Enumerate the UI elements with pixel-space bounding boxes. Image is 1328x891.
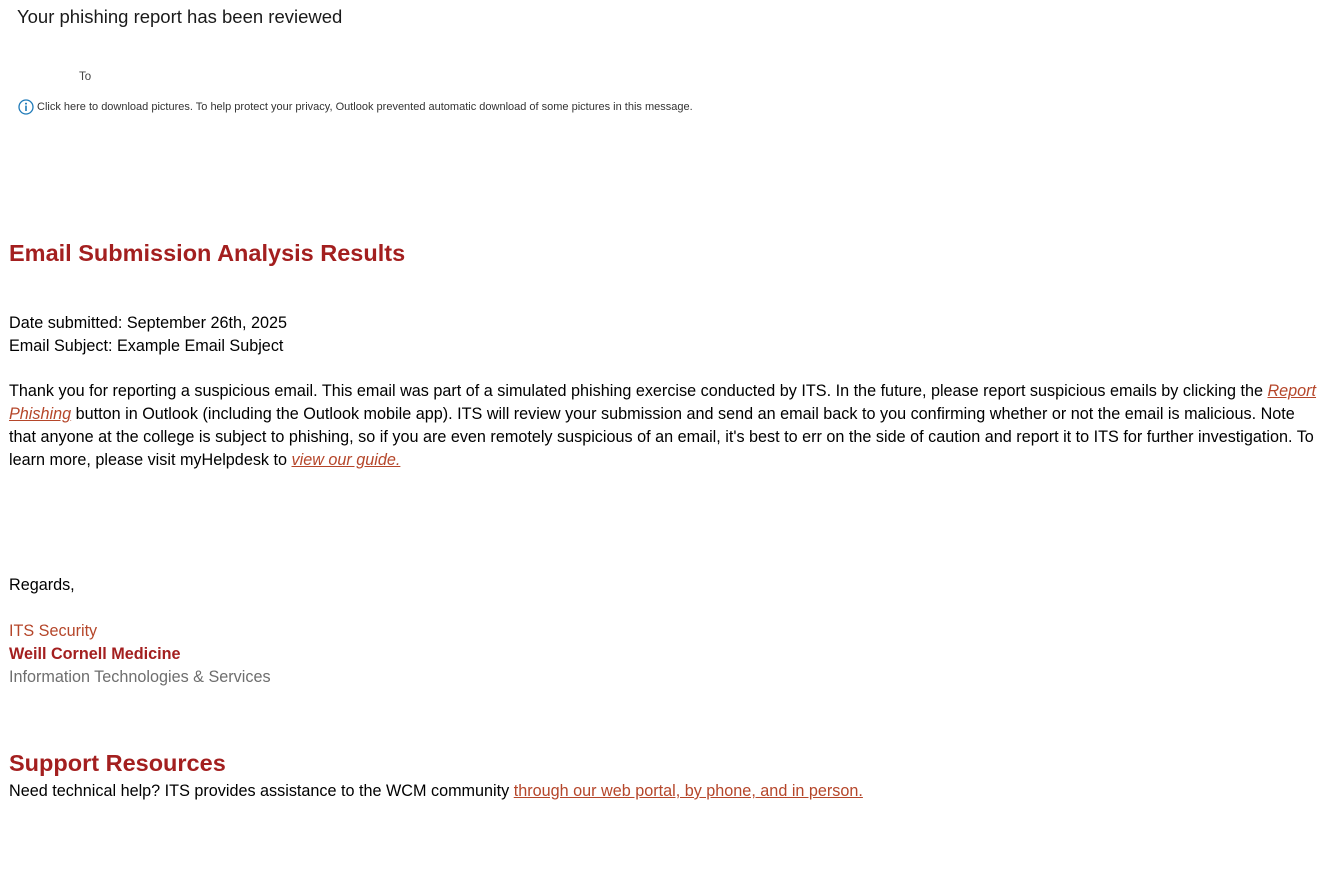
view-guide-link[interactable]: view our guide.: [291, 451, 401, 469]
signature-department: Information Technologies & Services: [9, 668, 271, 686]
support-text-body: Need technical help? ITS provides assistance to the WCM community: [9, 782, 514, 800]
analysis-results-heading: Email Submission Analysis Results: [9, 240, 406, 266]
paragraph-text-1: Thank you for reporting a suspicious email. This email was part of a simulated phishing exercise conducted by ITS. In the future, please report suspicious emails by clicking the: [9, 382, 1268, 400]
email-subject: Your phishing report has been reviewed: [17, 6, 343, 27]
infobar-text: Click here to download pictures. To help protect your privacy, Outlook prevented automatic download of some pictures in this message.: [37, 101, 693, 113]
report-phishing-link[interactable]: Report Phishing: [9, 382, 1317, 423]
signature-team: ITS Security: [9, 622, 98, 640]
to-label: To: [79, 71, 92, 83]
signature-organization: Weill Cornell Medicine: [9, 645, 181, 663]
paragraph-text-2: button in Outlook (including the Outlook mobile app). ITS will review your submission and send an email back to you confirming whether or not the email is malicious. Note that anyone at the college is subject to phishing, so if you are even remotely suspicious of an email, it's best to err on the side of caution and report it to ITS for further investigation. To learn more, please visit myHelpdesk to: [9, 405, 1314, 469]
regards-text: Regards,: [9, 576, 75, 594]
support-resources-heading: Support Resources: [9, 750, 226, 776]
info-icon: [18, 99, 34, 115]
date-submitted: Date submitted: September 26th, 2025: [9, 314, 288, 332]
email-subject-line: Email Subject: Example Email Subject: [9, 337, 284, 355]
download-pictures-infobar[interactable]: [18, 99, 693, 115]
support-text: [9, 782, 863, 801]
body-paragraph: [9, 380, 1321, 472]
support-link[interactable]: through our web portal, by phone, and in person.: [513, 782, 863, 800]
